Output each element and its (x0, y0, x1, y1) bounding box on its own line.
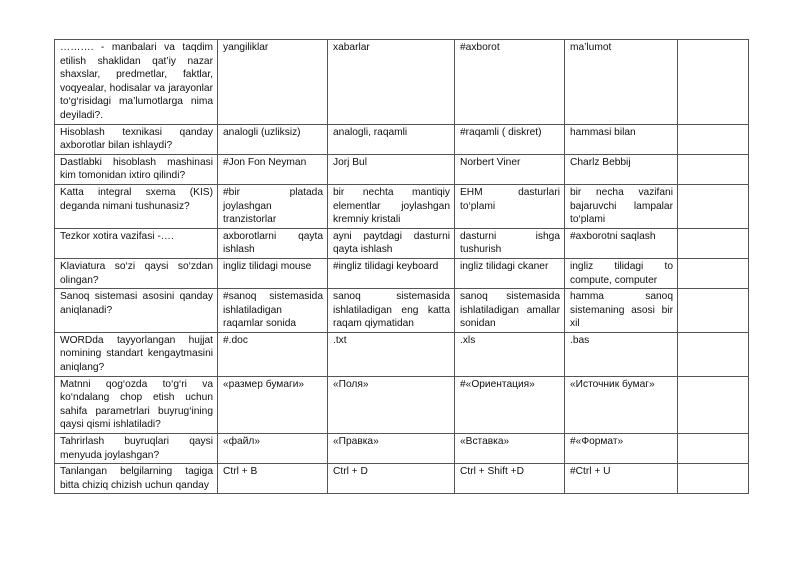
empty-cell (678, 154, 749, 184)
option-cell: #ingliz tilidagi keyboard (328, 258, 455, 288)
empty-cell (678, 258, 749, 288)
option-cell: #bir platada joylashgan tranzistorlar (218, 184, 328, 228)
question-cell: Sanoq sistemasi asosini qanday aniqlanadi? (55, 289, 218, 333)
option-cell: #axborot (455, 40, 565, 125)
option-cell: xabarlar (328, 40, 455, 125)
option-cell: #sanoq sistemasida ishlatiladigan raqamlar sonida (218, 289, 328, 333)
option-cell: analogli, raqamli (328, 124, 455, 154)
empty-cell (678, 228, 749, 258)
option-cell: ingliz tilidagi to compute, computer (565, 258, 678, 288)
table-row (55, 464, 749, 494)
empty-cell (678, 124, 749, 154)
option-cell: sanoq sistemasida ishlatiladigan eng katta raqam qiymatidan (328, 289, 455, 333)
option-cell: «Вставка» (455, 434, 565, 464)
empty-cell (678, 184, 749, 228)
question-cell: Matnni qog‘ozda to‘g‘ri va ko‘ndalang chop etish uchun sahifa parametrlari buyrug‘ining qaysi qismi ishlatiladi? (55, 376, 218, 433)
option-cell: bir nechta mantiqiy elementlar joylashgan kremniy kristali (328, 184, 455, 228)
empty-cell (678, 289, 749, 333)
option-cell: Charlz Bebbij (565, 154, 678, 184)
empty-cell (678, 464, 749, 494)
option-cell: #axborotni saqlash (565, 228, 678, 258)
option-cell: hammasi bilan (565, 124, 678, 154)
question-cell: Tezkor xotira vazifasi -…. (55, 228, 218, 258)
option-cell: .xls (455, 332, 565, 376)
table-row (55, 258, 749, 288)
option-cell: #«Формат» (565, 434, 678, 464)
option-cell: ma’lumot (565, 40, 678, 125)
option-cell: .bas (565, 332, 678, 376)
option-cell: EHM dasturlari to‘plami (455, 184, 565, 228)
empty-cell (678, 434, 749, 464)
table-row (55, 434, 749, 464)
option-cell: sanoq sistemasida ishlatiladigan amallar sonidan (455, 289, 565, 333)
option-cell: hamma sanoq sistemaning asosi bir xil (565, 289, 678, 333)
option-cell: #«Ориентация» (455, 376, 565, 433)
quiz-table (54, 39, 749, 494)
table-row (55, 40, 749, 125)
empty-cell (678, 376, 749, 433)
option-cell: Norbert Viner (455, 154, 565, 184)
question-cell: Klaviatura so‘zi qaysi so‘zdan olingan? (55, 258, 218, 288)
table-row (55, 124, 749, 154)
empty-cell (678, 332, 749, 376)
question-cell: Katta integral sxema (KIS) deganda nimani tushunasiz? (55, 184, 218, 228)
table-row (55, 228, 749, 258)
option-cell: «размер бумаги» (218, 376, 328, 433)
table-row (55, 184, 749, 228)
table-row (55, 376, 749, 433)
table-row (55, 154, 749, 184)
option-cell: Ctrl + Shift +D (455, 464, 565, 494)
option-cell: Ctrl + D (328, 464, 455, 494)
option-cell: #raqamli ( diskret) (455, 124, 565, 154)
table-row (55, 332, 749, 376)
option-cell: yangiliklar (218, 40, 328, 125)
option-cell: analogli (uzliksiz) (218, 124, 328, 154)
option-cell: bir necha vazifani bajaruvchi lampalar to‘plami (565, 184, 678, 228)
option-cell: «Источник бумаг» (565, 376, 678, 433)
option-cell: Jorj Bul (328, 154, 455, 184)
question-cell: Tanlangan belgilarning tagiga bitta chiziq chizish uchun qanday (55, 464, 218, 494)
option-cell: dasturni ishga tushurish (455, 228, 565, 258)
empty-cell (678, 40, 749, 125)
option-cell: #.doc (218, 332, 328, 376)
quiz-table-body (55, 40, 749, 494)
option-cell: «Поля» (328, 376, 455, 433)
option-cell: ingliz tilidagi mouse (218, 258, 328, 288)
option-cell: «Правка» (328, 434, 455, 464)
option-cell: ingliz tilidagi ckaner (455, 258, 565, 288)
option-cell: «файл» (218, 434, 328, 464)
option-cell: ayni paytdagi dasturni qayta ishlash (328, 228, 455, 258)
option-cell: #Ctrl + U (565, 464, 678, 494)
option-cell: .txt (328, 332, 455, 376)
question-cell: ………. - manbalari va taqdim etilish shaklidan qat’iy nazar shaxslar, predmetlar, faktlar, voqyealar, hodisalar va jarayonlar to‘g‘risidagi ma’lumotlarga nima deyiladi?. (55, 40, 218, 125)
option-cell: axborotlarni qayta ishlash (218, 228, 328, 258)
question-cell: Dastlabki hisoblash mashinasi kim tomonidan ixtiro qilindi? (55, 154, 218, 184)
table-row (55, 289, 749, 333)
question-cell: Hisoblash texnikasi qanday axborotlar bilan ishlaydi? (55, 124, 218, 154)
option-cell: #Jon Fon Neyman (218, 154, 328, 184)
option-cell: Ctrl + B (218, 464, 328, 494)
question-cell: WORDda tayyorlangan hujjat nomining standart kengaytmasini aniqlang? (55, 332, 218, 376)
question-cell: Tahrirlash buyruqlari qaysi menyuda joylashgan? (55, 434, 218, 464)
